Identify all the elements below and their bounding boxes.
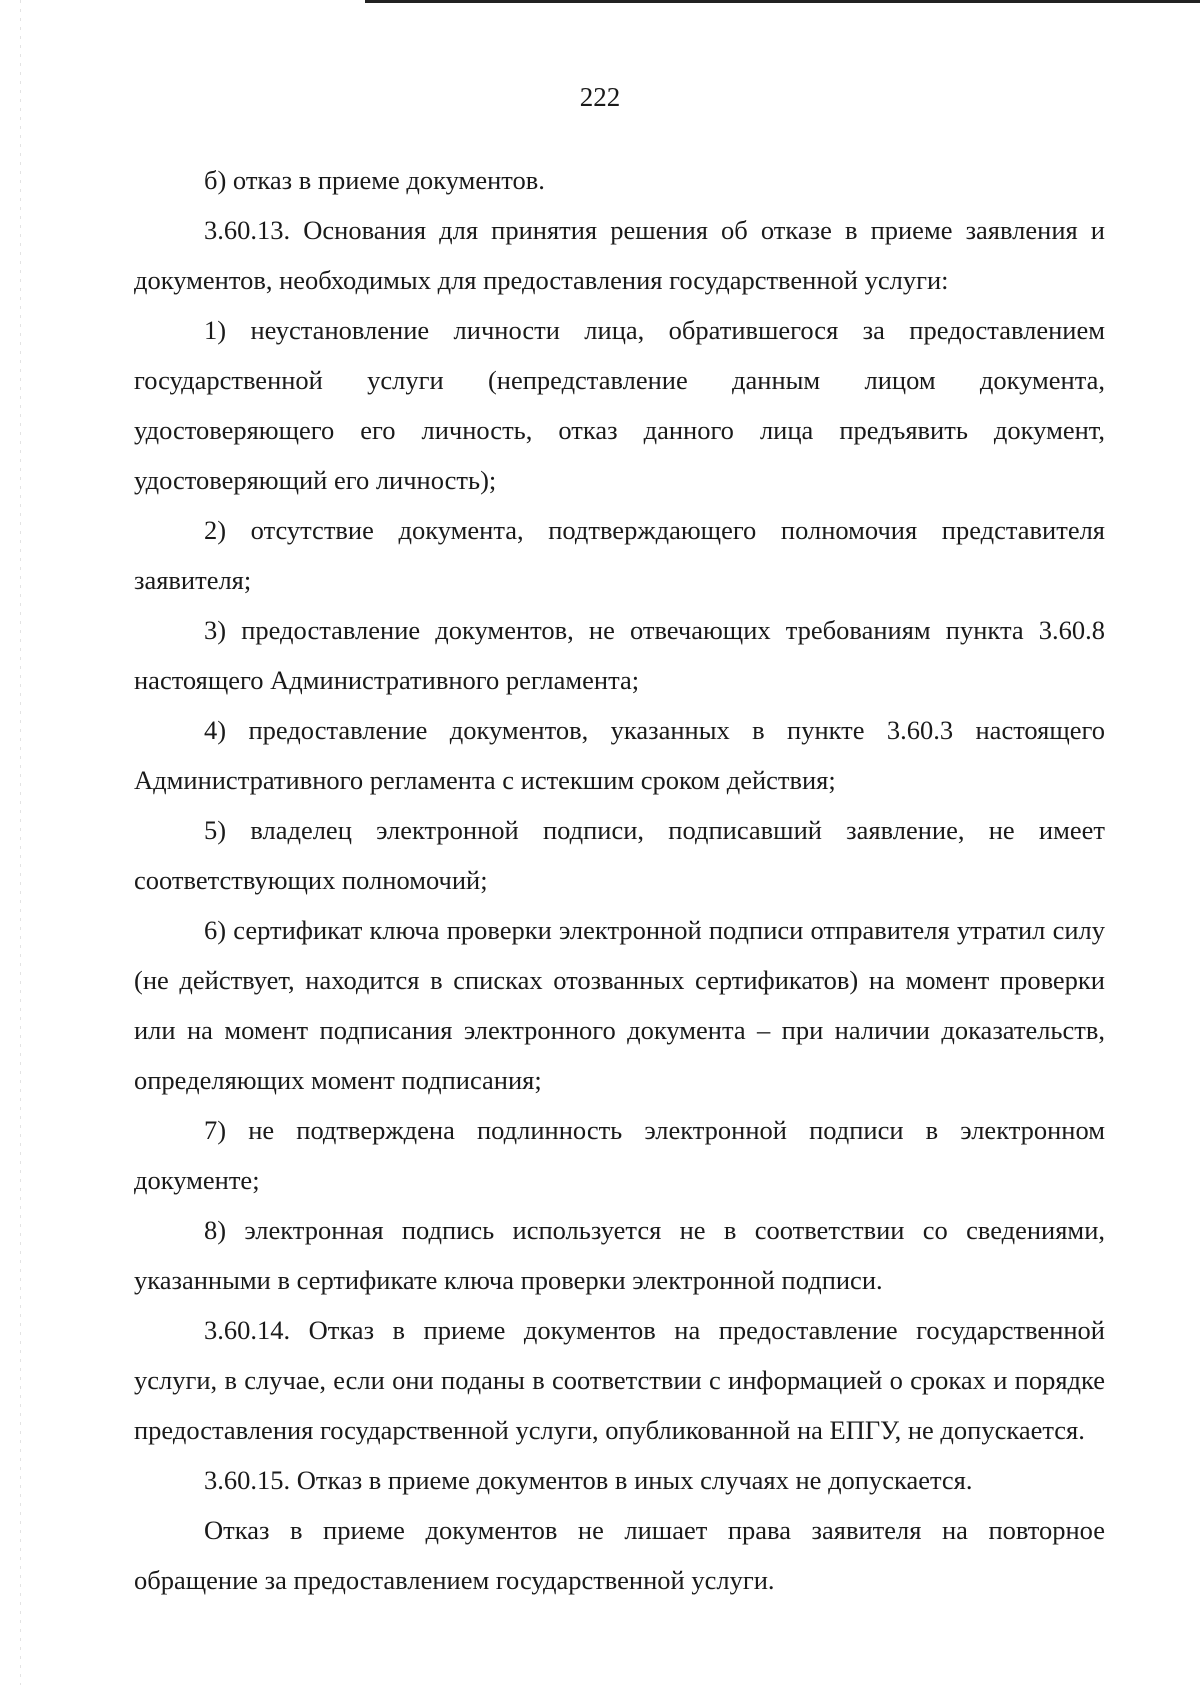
top-border-line	[365, 0, 1200, 3]
paragraph-closing: Отказ в приеме документов не лишает права заявителя на повторное обращение за предоставлением государственной услуги.	[134, 1515, 1105, 1595]
paragraph-item-1: 1) неустановление личности лица, обратившегося за предоставлением государственной услуги (непредставление данным лицом документа, удостоверяющего его личность, отказ данного лица предъявить документ, удостоверяющий его личность);	[134, 315, 1105, 495]
paragraph-3-60-14: 3.60.14. Отказ в приеме документов на предоставление государственной услуги, в случае, если они поданы в соответствии с информацией о сроках и порядке предоставления государственной услуги, опубликованной на ЕПГУ, не допускается.	[134, 1315, 1105, 1445]
page-number: 222	[579, 82, 621, 112]
scan-left-edge	[20, 0, 21, 1685]
document-body	[134, 155, 1105, 1605]
paragraph-item-4: 4) предоставление документов, указанных в пункте 3.60.3 настоящего Административного регламента с истекшим сроком действия;	[134, 715, 1105, 795]
paragraph-item-7: 7) не подтверждена подлинность электронной подписи в электронном документе;	[134, 1115, 1105, 1195]
paragraph-item-6: 6) сертификат ключа проверки электронной подписи отправителя утратил силу (не действует, находится в списках отозванных сертификатов) на момент проверки или на момент подписания электронного документа – при наличии доказательств, определяющих момент подписания;	[134, 915, 1105, 1095]
paragraph-3-60-13: 3.60.13. Основания для принятия решения об отказе в приеме заявления и документов, необходимых для предоставления государственной услуги:	[134, 215, 1105, 295]
paragraph-3-60-15: 3.60.15. Отказ в приеме документов в иных случаях не допускается.	[204, 1465, 973, 1495]
paragraph-item-b: б) отказ в приеме документов.	[204, 165, 545, 195]
paragraph-item-2: 2) отсутствие документа, подтверждающего полномочия представителя заявителя;	[134, 515, 1105, 595]
paragraph-item-8: 8) электронная подпись используется не в соответствии со сведениями, указанными в сертификате ключа проверки электронной подписи.	[134, 1215, 1105, 1295]
paragraph-item-3: 3) предоставление документов, не отвечающих требованиям пункта 3.60.8 настоящего Административного регламента;	[134, 615, 1105, 695]
paragraph-item-5: 5) владелец электронной подписи, подписавший заявление, не имеет соответствующих полномочий;	[134, 815, 1105, 895]
